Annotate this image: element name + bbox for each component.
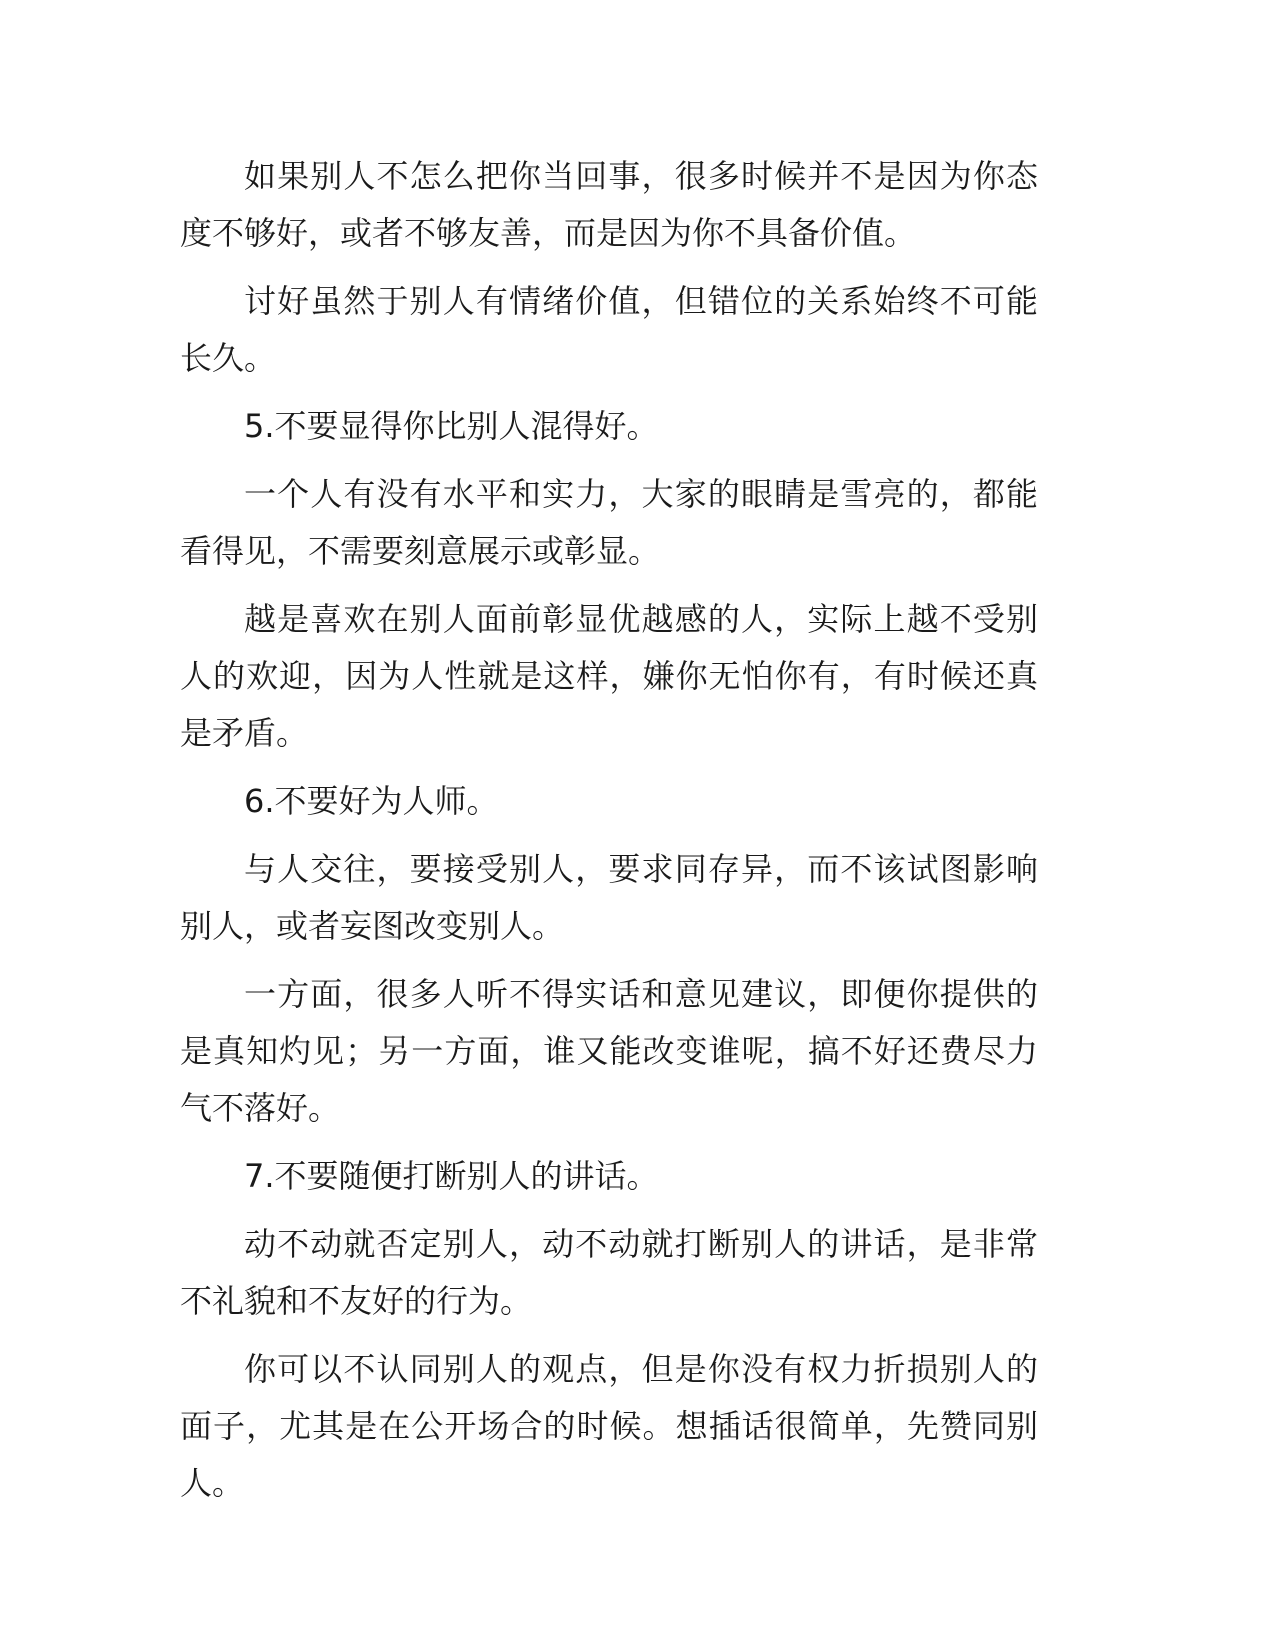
article-body	[180, 148, 1038, 1523]
paragraph: 与人交往，要接受别人，要求同存异，而不该试图影响别人，或者妄图改变别人。	[180, 850, 1038, 945]
paragraph: 越是喜欢在别人面前彰显优越感的人，实际上越不受别人的欢迎，因为人性就是这样，嫌你无怕你有，有时候还真是矛盾。	[180, 600, 1038, 752]
paragraph: 一个人有没有水平和实力，大家的眼睛是雪亮的，都能看得见，不需要刻意展示或彰显。	[180, 475, 1038, 570]
section-heading: 6.不要好为人师。	[244, 782, 499, 820]
paragraph: 一方面，很多人听不得实话和意见建议，即便你提供的是真知灼见；另一方面，谁又能改变谁呢，搞不好还费尽力气不落好。	[180, 975, 1038, 1127]
paragraph: 讨好虽然于别人有情绪价值，但错位的关系始终不可能长久。	[180, 282, 1038, 377]
paragraph: 动不动就否定别人，动不动就打断别人的讲话，是非常不礼貌和不友好的行为。	[180, 1225, 1038, 1320]
section-heading: 7.不要随便打断别人的讲话。	[244, 1157, 659, 1195]
section-heading: 5.不要显得你比别人混得好。	[244, 407, 659, 445]
paragraph: 你可以不认同别人的观点，但是你没有权力折损别人的面子，尤其是在公开场合的时候。想插话很简单，先赞同别人。	[180, 1350, 1038, 1502]
paragraph: 如果别人不怎么把你当回事，很多时候并不是因为你态度不够好，或者不够友善，而是因为你不具备价值。	[180, 157, 1038, 252]
